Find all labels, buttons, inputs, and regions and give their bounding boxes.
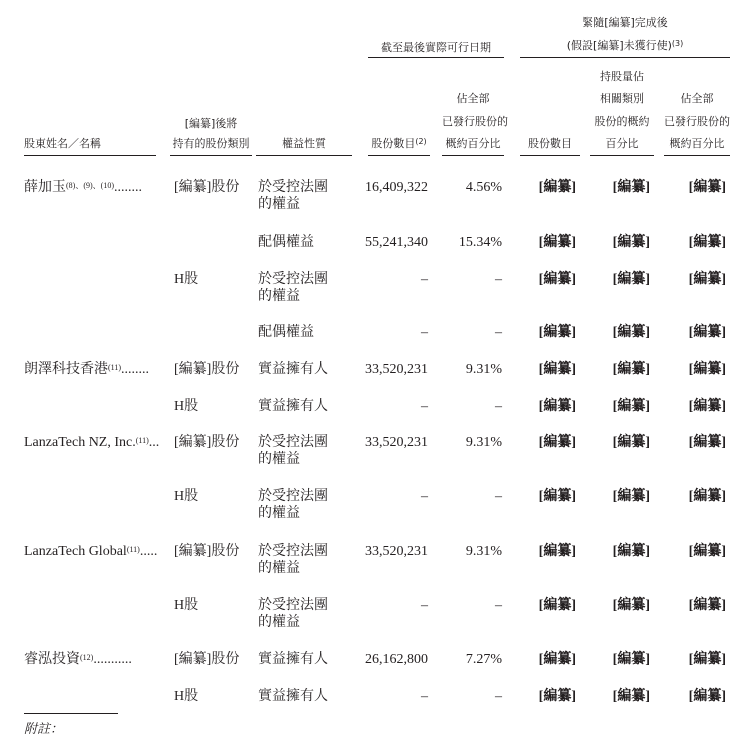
shares-held: – bbox=[421, 272, 428, 287]
percentage-issued: 4.56% bbox=[465, 180, 502, 195]
group-header-after-line2: (假設[編纂]未獲行使) bbox=[566, 39, 672, 52]
footnote-label: 附註： bbox=[24, 722, 64, 737]
after-total-percentage: [編纂] bbox=[688, 235, 726, 250]
after-total-percentage: [編纂] bbox=[688, 598, 726, 613]
nature-of-interest: 配偶權益 bbox=[258, 235, 314, 250]
percentage-issued: 9.31% bbox=[465, 435, 502, 450]
header-rule-nature bbox=[256, 155, 352, 156]
shares-held: 16,409,322 bbox=[365, 180, 428, 195]
shareholder-name-cell bbox=[24, 361, 149, 378]
after-class-percentage: [編纂] bbox=[612, 272, 650, 287]
shares-held: 55,241,340 bbox=[365, 235, 428, 250]
header-rule-shares bbox=[368, 155, 430, 156]
percentage-issued: – bbox=[495, 598, 502, 613]
after-shares-held: [編纂] bbox=[538, 362, 576, 377]
share-class: H股 bbox=[174, 272, 199, 287]
shareholder-name-note: (8)、(9)、(10) bbox=[66, 181, 114, 190]
after-class-percentage: [編纂] bbox=[612, 489, 650, 504]
leader-dots: ..... bbox=[139, 544, 158, 559]
percentage-issued: – bbox=[495, 489, 502, 504]
group-header-latest: 截至最後實際可行日期 bbox=[381, 41, 491, 54]
shares-held: 33,520,231 bbox=[365, 435, 428, 450]
nature-of-interest: 於受控法團的權益 bbox=[258, 180, 328, 212]
percentage-issued: – bbox=[495, 399, 502, 414]
header-rule-name bbox=[24, 155, 156, 156]
col-header-after-total-line1: 佔全部 bbox=[680, 92, 714, 105]
nature-of-interest: 於受控法團的權益 bbox=[258, 435, 328, 467]
after-total-percentage: [編纂] bbox=[688, 652, 726, 667]
after-class-percentage: [編纂] bbox=[612, 180, 650, 195]
shareholder-name-cell bbox=[24, 651, 132, 668]
shareholder-name-note: (11) bbox=[126, 545, 140, 554]
col-header-after-class-line1: 持股量佔 bbox=[600, 70, 644, 83]
nature-of-interest: 實益擁有人 bbox=[258, 689, 328, 704]
share-class: H股 bbox=[174, 598, 199, 613]
percentage-issued: 15.34% bbox=[458, 235, 502, 250]
share-class: H股 bbox=[174, 489, 199, 504]
shares-held: 33,520,231 bbox=[365, 362, 428, 377]
after-shares-held: [編纂] bbox=[538, 435, 576, 450]
nature-of-interest: 配偶權益 bbox=[258, 325, 314, 340]
nature-of-interest: 於受控法團的權益 bbox=[258, 544, 328, 576]
group-header-after-line1: 緊隨[編纂]完成後 bbox=[582, 16, 668, 29]
after-shares-held: [編纂] bbox=[538, 399, 576, 414]
after-class-percentage: [編纂] bbox=[612, 399, 650, 414]
group-header-after-line2-wrap bbox=[520, 38, 730, 53]
col-header-class-line2: 持有的股份類別 bbox=[172, 137, 250, 150]
shareholder-name: 朗澤科技香港 bbox=[24, 362, 108, 377]
col-header-pct-line1: 佔全部 bbox=[456, 92, 490, 105]
share-class: [編纂]股份 bbox=[174, 544, 240, 559]
after-class-percentage: [編纂] bbox=[612, 544, 650, 559]
group-rule-latest bbox=[368, 57, 504, 58]
col-header-pct-line3: 概約百分比 bbox=[445, 137, 501, 150]
share-class: H股 bbox=[174, 399, 199, 414]
after-shares-held: [編纂] bbox=[538, 544, 576, 559]
col-header-class-line1: [編纂]後將 bbox=[184, 117, 238, 130]
col-header-shares-wrap bbox=[368, 136, 430, 151]
col-header-pct-line2: 已發行股份的 bbox=[442, 115, 508, 128]
after-class-percentage: [編纂] bbox=[612, 325, 650, 340]
shares-held: – bbox=[421, 325, 428, 340]
shareholder-name: 睿泓投資 bbox=[24, 652, 80, 667]
after-total-percentage: [編纂] bbox=[688, 689, 726, 704]
shares-held: – bbox=[421, 399, 428, 414]
col-header-after-shares: 股份數目 bbox=[528, 137, 572, 150]
shareholder-name-cell bbox=[24, 434, 159, 451]
shareholder-name: LanzaTech Global bbox=[24, 544, 127, 559]
shareholder-name: 薛加玉 bbox=[24, 180, 66, 195]
shareholder-name-note: (11) bbox=[135, 436, 149, 445]
percentage-issued: 9.31% bbox=[465, 544, 502, 559]
share-class: [編纂]股份 bbox=[174, 180, 240, 195]
nature-of-interest: 於受控法團的權益 bbox=[258, 598, 328, 630]
after-total-percentage: [編纂] bbox=[688, 272, 726, 287]
col-header-after-class-line3: 股份的概約 bbox=[594, 115, 650, 128]
after-class-percentage: [編纂] bbox=[612, 362, 650, 377]
after-total-percentage: [編纂] bbox=[688, 489, 726, 504]
shareholder-name-cell bbox=[24, 179, 142, 196]
col-header-shares-sup: (2) bbox=[415, 137, 427, 146]
after-shares-held: [編纂] bbox=[538, 272, 576, 287]
col-header-nature: 權益性質 bbox=[282, 137, 326, 150]
header-rule-after-total bbox=[664, 155, 730, 156]
share-class: [編纂]股份 bbox=[174, 435, 240, 450]
after-total-percentage: [編纂] bbox=[688, 180, 726, 195]
leader-dots: ........... bbox=[93, 652, 132, 667]
nature-of-interest: 實益擁有人 bbox=[258, 652, 328, 667]
after-total-percentage: [編纂] bbox=[688, 362, 726, 377]
shares-held: – bbox=[421, 689, 428, 704]
group-header-after-sup: (3) bbox=[671, 39, 684, 48]
after-class-percentage: [編纂] bbox=[612, 435, 650, 450]
percentage-issued: 7.27% bbox=[465, 652, 502, 667]
after-total-percentage: [編纂] bbox=[688, 544, 726, 559]
col-header-after-total-line2: 已發行股份的 bbox=[664, 115, 730, 128]
group-rule-after bbox=[520, 57, 730, 58]
nature-of-interest: 於受控法團的權益 bbox=[258, 272, 328, 304]
after-shares-held: [編纂] bbox=[538, 180, 576, 195]
after-shares-held: [編纂] bbox=[538, 235, 576, 250]
shareholder-name-note: (11) bbox=[108, 363, 122, 372]
after-class-percentage: [編纂] bbox=[612, 598, 650, 613]
share-class: [編纂]股份 bbox=[174, 362, 240, 377]
shareholder-name: LanzaTech NZ, Inc. bbox=[24, 435, 136, 450]
col-header-after-class-line4: 百分比 bbox=[605, 137, 639, 150]
percentage-issued: – bbox=[495, 689, 502, 704]
after-total-percentage: [編纂] bbox=[688, 325, 726, 340]
col-header-after-total-line3: 概約百分比 bbox=[669, 137, 725, 150]
after-class-percentage: [編纂] bbox=[612, 689, 650, 704]
after-total-percentage: [編纂] bbox=[688, 435, 726, 450]
after-shares-held: [編纂] bbox=[538, 689, 576, 704]
shares-held: 26,162,800 bbox=[365, 652, 428, 667]
after-shares-held: [編纂] bbox=[538, 489, 576, 504]
leader-dots: ........ bbox=[121, 362, 150, 377]
nature-of-interest: 實益擁有人 bbox=[258, 399, 328, 414]
header-rule-after-shares bbox=[520, 155, 580, 156]
leader-dots: ........ bbox=[113, 180, 142, 195]
shares-held: – bbox=[421, 489, 428, 504]
after-shares-held: [編纂] bbox=[538, 325, 576, 340]
header-rule-pct bbox=[442, 155, 504, 156]
col-header-after-class-line2: 相關類別 bbox=[600, 92, 644, 105]
leader-dots: ... bbox=[148, 435, 160, 450]
percentage-issued: 9.31% bbox=[465, 362, 502, 377]
col-header-shares: 股份數目 bbox=[371, 137, 416, 150]
col-header-name: 股東姓名／名稱 bbox=[24, 137, 101, 150]
shares-held: – bbox=[421, 598, 428, 613]
share-class: [編纂]股份 bbox=[174, 652, 240, 667]
after-total-percentage: [編纂] bbox=[688, 399, 726, 414]
after-class-percentage: [編纂] bbox=[612, 235, 650, 250]
percentage-issued: – bbox=[495, 272, 502, 287]
after-shares-held: [編纂] bbox=[538, 652, 576, 667]
after-class-percentage: [編纂] bbox=[612, 652, 650, 667]
nature-of-interest: 於受控法團的權益 bbox=[258, 489, 328, 521]
header-rule-class bbox=[170, 155, 252, 156]
header-rule-after-class bbox=[590, 155, 654, 156]
shares-held: 33,520,231 bbox=[365, 544, 428, 559]
percentage-issued: – bbox=[495, 325, 502, 340]
share-class: H股 bbox=[174, 689, 199, 704]
after-shares-held: [編纂] bbox=[538, 598, 576, 613]
nature-of-interest: 實益擁有人 bbox=[258, 362, 328, 377]
shareholder-name-cell bbox=[24, 543, 157, 560]
footnote-rule bbox=[24, 713, 118, 714]
shareholder-name-note: (12) bbox=[80, 653, 94, 662]
